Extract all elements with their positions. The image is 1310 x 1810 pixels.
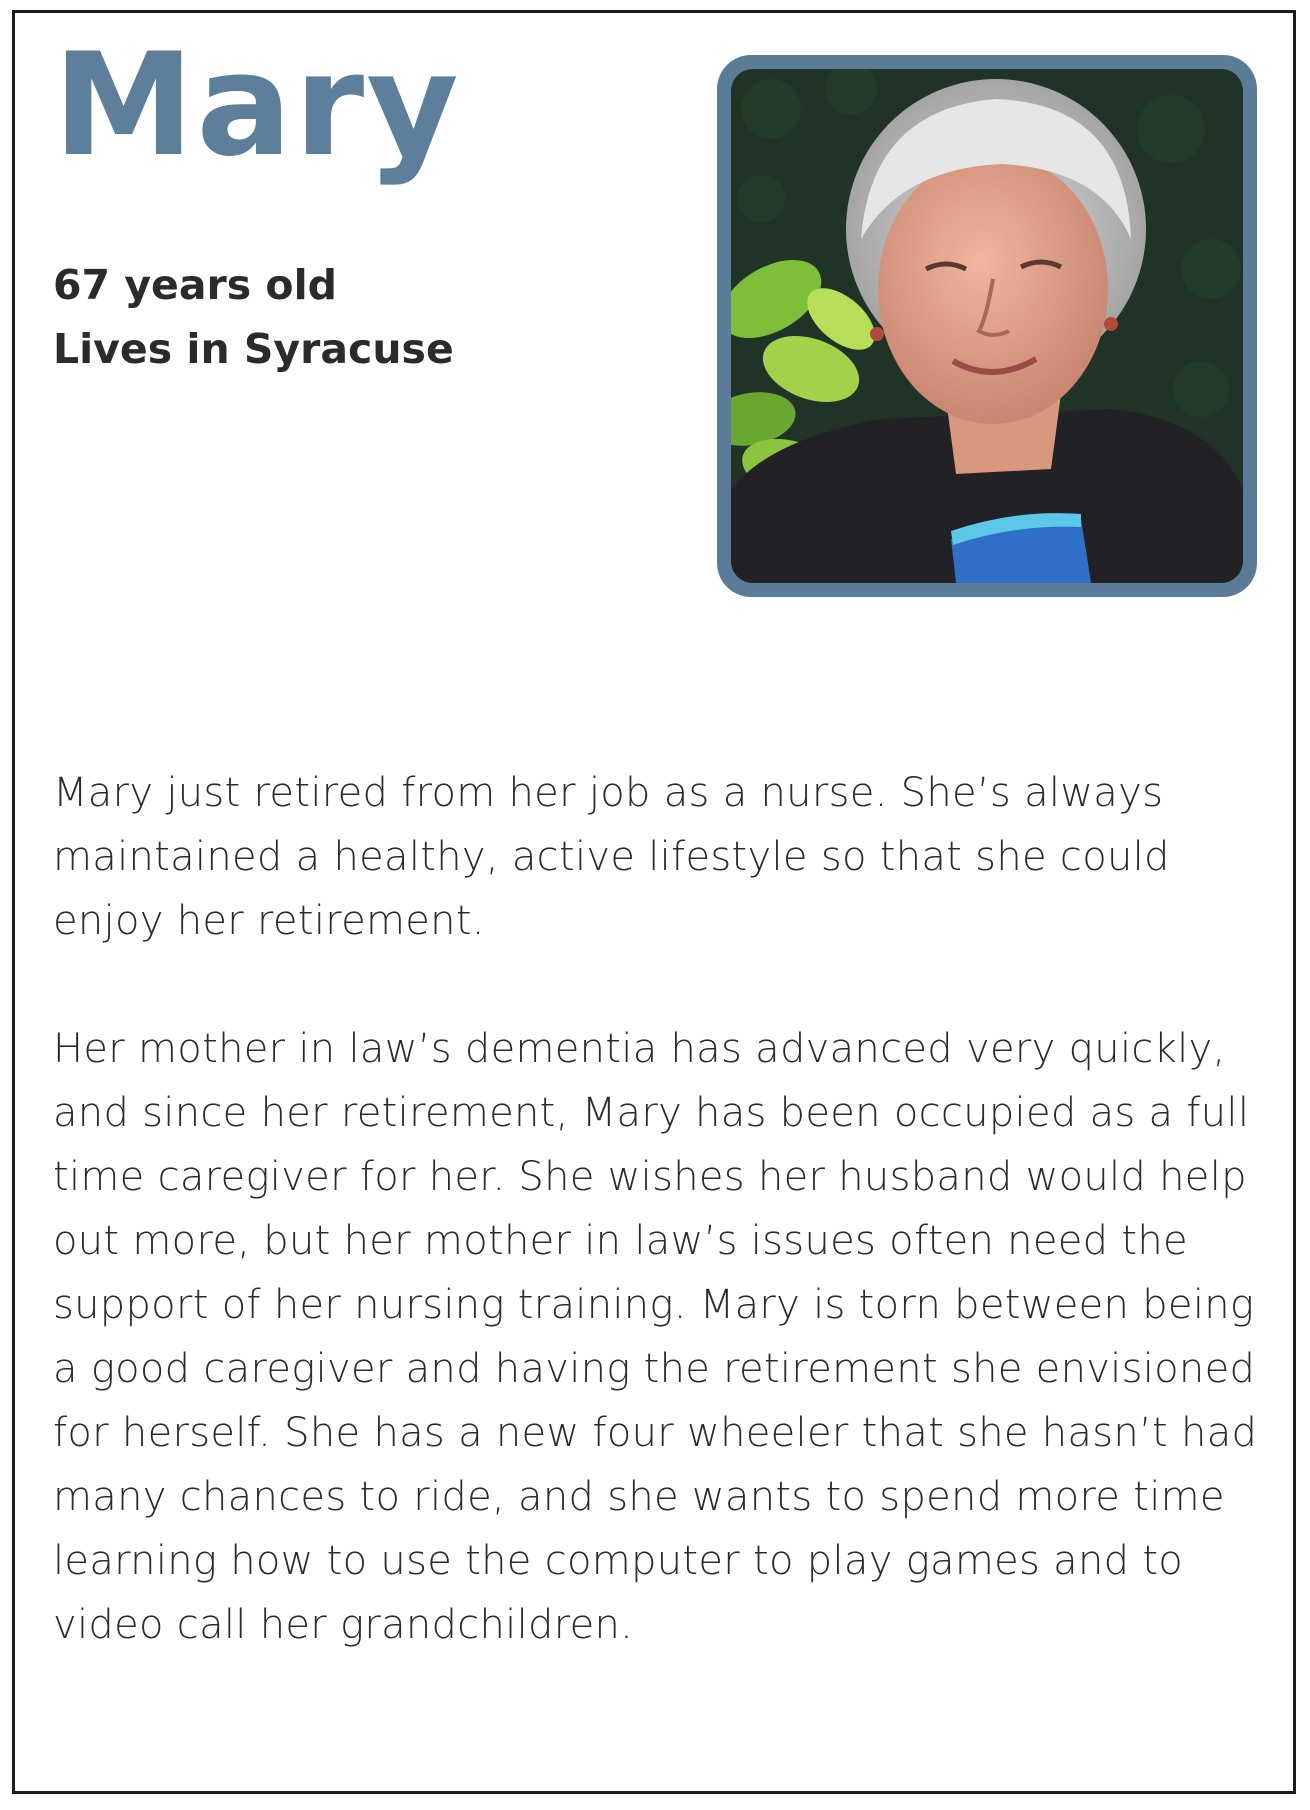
persona-age: 67 years old: [53, 261, 337, 309]
persona-name: Mary: [53, 23, 461, 188]
persona-photo-frame: [717, 55, 1257, 597]
persona-card: [12, 10, 1296, 1794]
persona-location: Lives in Syracuse: [53, 325, 454, 373]
persona-meta: [53, 253, 454, 381]
bio-paragraph-1: Mary just retired from her job as a nurse. She’s always maintained a healthy, active lifestyle so that she could enjoy her retirement.: [53, 770, 1170, 944]
bio-paragraph-2: Her mother in law’s dementia has advanced very quickly, and since her retirement, Mary has been occupied as a full time caregiver for her. She wishes her husband would help out more, but her mother in law’s issues often need the support of her nursing training. Mary is torn between being a good caregiver and having the retirement she envisioned for herself. She has a new four wheeler that she hasn’t had many chances to ride, and she wants to spend more time learning how to use the computer to play games and to video call her grandchildren.: [53, 1026, 1258, 1648]
persona-bio: [53, 761, 1263, 1657]
persona-photo: [731, 69, 1243, 583]
